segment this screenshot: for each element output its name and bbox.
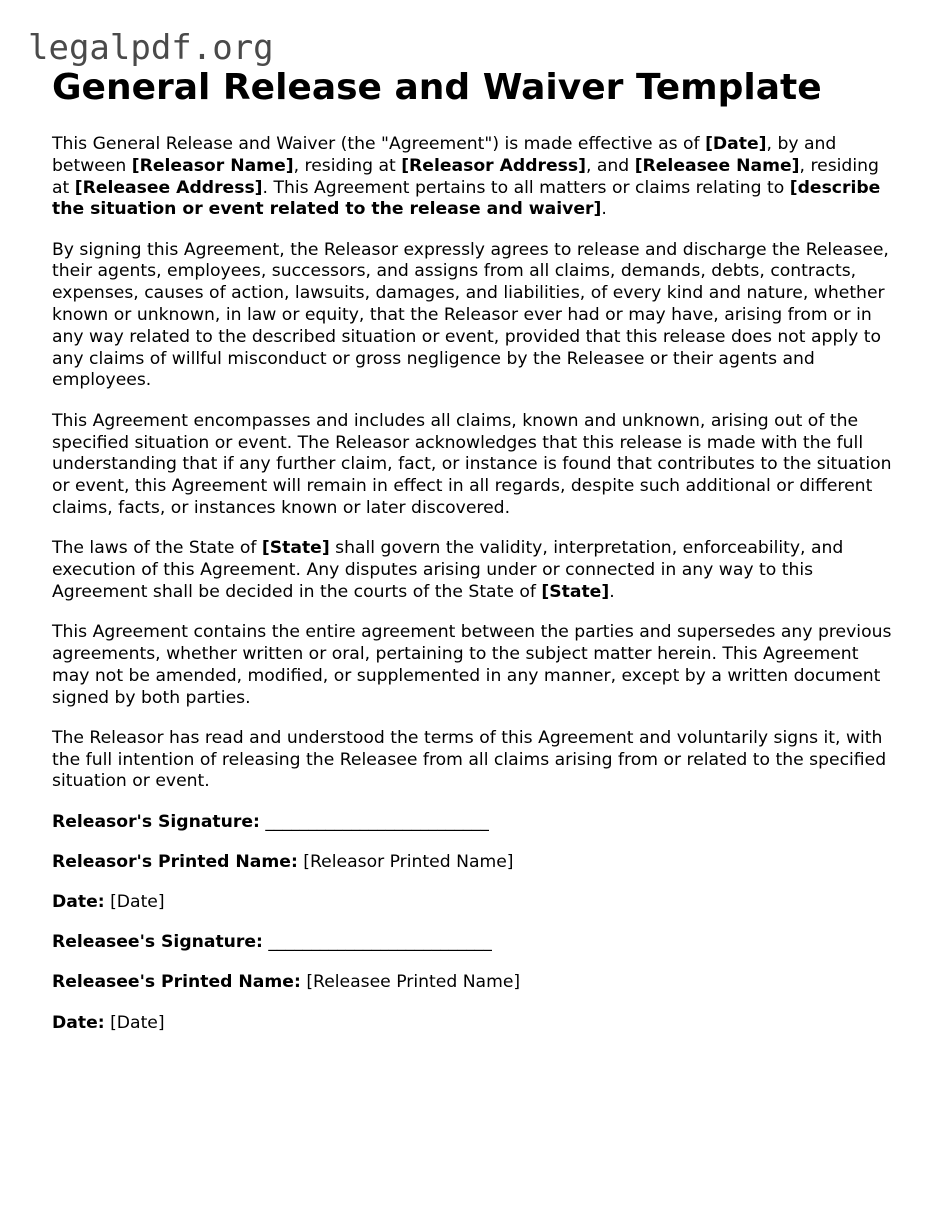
field-label: Releasee's Printed Name: (52, 972, 301, 993)
signature-line: __________________________ (268, 932, 492, 953)
paragraph-acknowledgment: The Releasor has read and understood the terms of this Agreement and voluntarily signs it, with the full intention of releasing the Releasee from all claims arising from or related to the specified situation or event. (52, 727, 887, 792)
placeholder-state: [State] (541, 581, 610, 602)
releasor-signature-field (52, 812, 892, 834)
field-value: [Date] (110, 1012, 165, 1033)
placeholder-releasee-address: [Releasee Address] (74, 177, 263, 198)
paragraph-scope: This Agreement encompasses and includes all claims, known and unknown, arising out of the specified situation or event. The Releasor acknowledges that this release is made with the full understanding that if any further claim, fact, or instance is found that contributes to the situation or event, this Agreement will remain in effect in all regards, despite such additional or different claims, facts, or instances known or later discovered. (52, 410, 892, 518)
document-body (52, 66, 892, 1034)
signature-line: __________________________ (265, 811, 489, 832)
releasee-printed-name-field (52, 972, 892, 994)
field-label: Date: (52, 892, 105, 913)
page-title: General Release and Waiver Template (52, 67, 822, 108)
releasor-date-field (52, 892, 892, 914)
placeholder-releasee-name: [Releasee Name] (634, 155, 800, 176)
placeholder-releasor-name: [Releasor Name] (131, 155, 294, 176)
placeholder-date: [Date] (705, 134, 767, 154)
field-label: Releasor's Printed Name: (52, 851, 298, 872)
releasee-date-field (52, 1013, 892, 1035)
paragraph-release: By signing this Agreement, the Releasor expressly agrees to release and discharge the Releasee, their agents, employees, successors, and assigns from all claims, demands, debts, contracts, expenses, causes of action, lawsuits, damages, and liabilities, of every kind and nature, whether known or unknown, in law or equity, that the Releasor ever had or may have, arising from or in any way related to the described situation or event, provided that this release does not apply to any claims of willful misconduct or gross negligence by the Releasee or their agents and employees. (52, 239, 889, 391)
watermark-logo: legalpdf.org (28, 28, 274, 68)
field-value: [Releasor Printed Name] (303, 851, 514, 872)
placeholder-releasor-address: [Releasor Address] (401, 155, 586, 176)
field-value: [Date] (110, 892, 165, 913)
placeholder-situation: [describe the situation or event related to the release and waiver] (52, 177, 881, 220)
field-label: Date: (52, 1012, 105, 1033)
paragraph-parties: This General Release and Waiver (the "Agreement") is made effective as of [Date], by and between [Releasor Name], residing at [Releasor Address], and [Releasee Name], residing at [Releasee Address]. This Agreement pertains to all matters or claims relating to [describe the situation or event related to the release and waiver]. (52, 134, 881, 220)
paragraph-entire-agreement: This Agreement contains the entire agreement between the parties and supersedes any previous agreements, whether written or oral, pertaining to the subject matter herein. This Agreement may not be amended, modified, or supplemented in any manner, except by a written document signed by both parties. (52, 622, 892, 708)
releasee-signature-field (52, 932, 892, 954)
placeholder-state: [State] (261, 538, 330, 559)
field-label: Releasee's Signature: (52, 932, 263, 953)
field-value: [Releasee Printed Name] (306, 972, 521, 993)
releasor-printed-name-field (52, 852, 892, 874)
paragraph-governing-law: The laws of the State of [State] shall govern the validity, interpretation, enforceability, and execution of this Agreement. Any disputes arising under or connected in any way to this Agreement shall be decided in the courts of the State of [State]. (52, 538, 844, 602)
field-label: Releasor's Signature: (52, 811, 260, 832)
